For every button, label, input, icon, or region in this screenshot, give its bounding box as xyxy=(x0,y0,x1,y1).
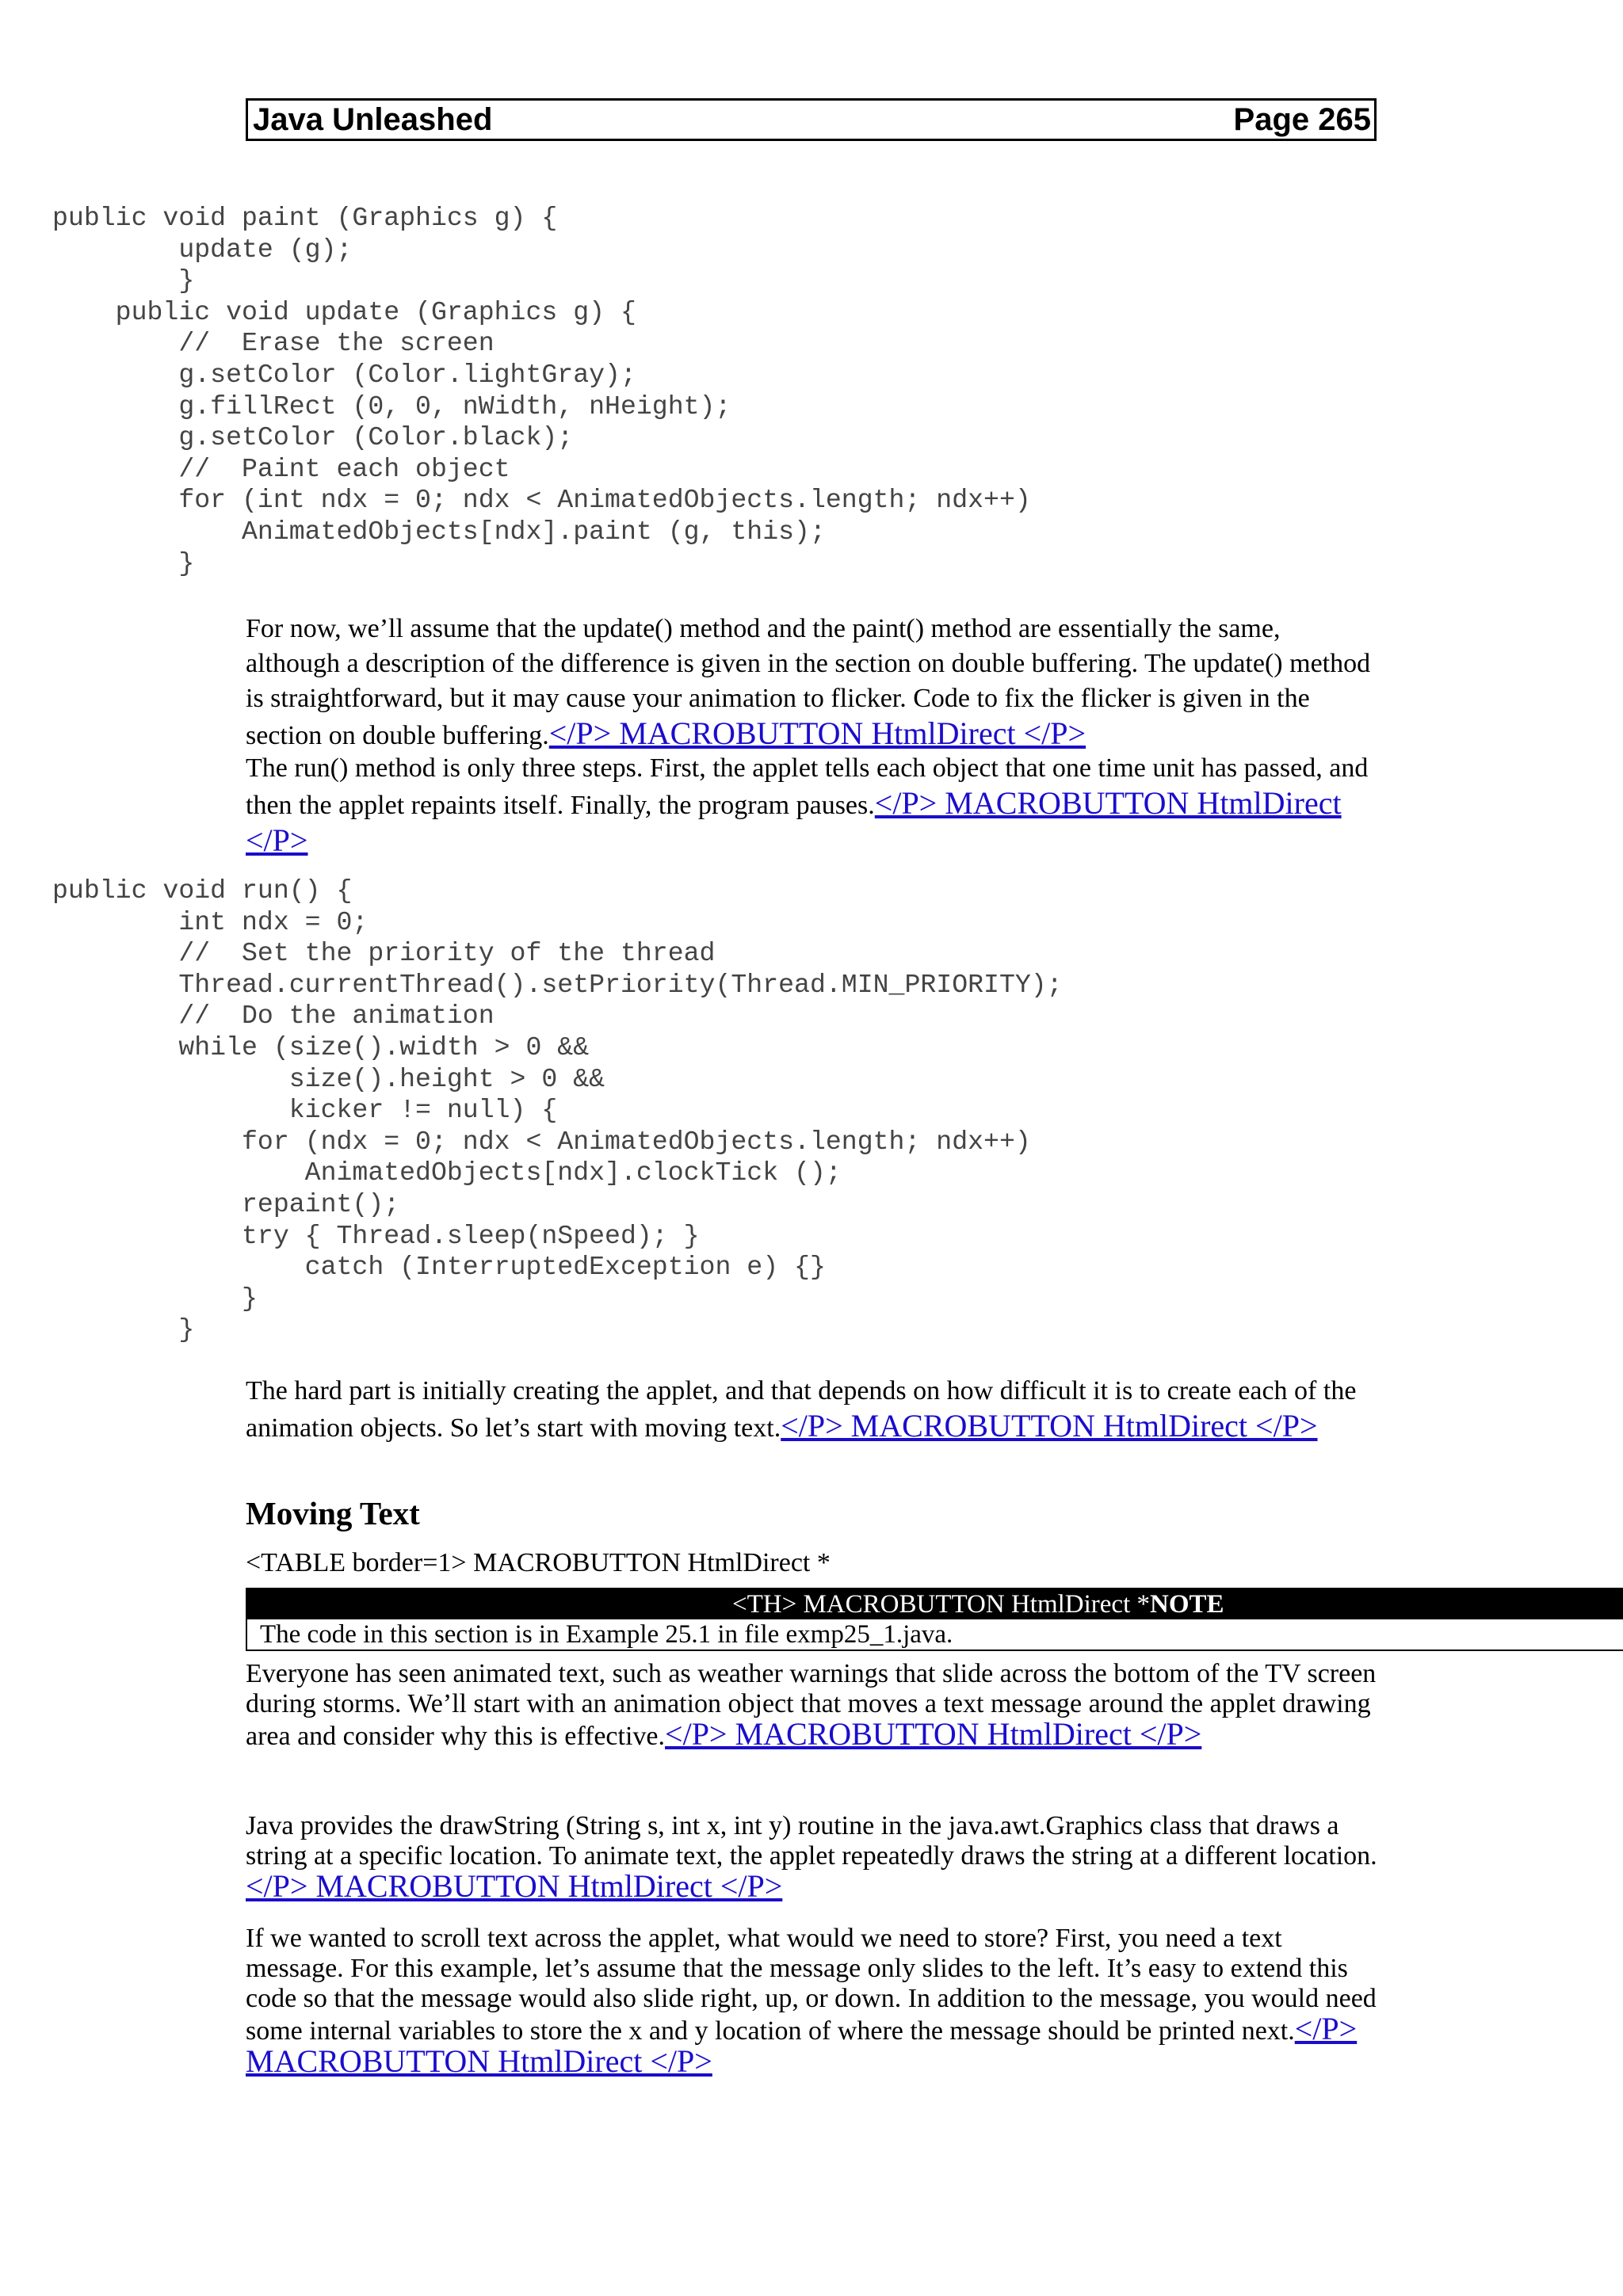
paragraph-text: For now, we’ll assume that the update() method and the paint() method are essentially the same, although a description of the difference is given in the section on double buffering. The update() method is straightforward, but it may cause your animation to flicker. Code to fix the flicker is given in the section on double buffering. xyxy=(246,614,1371,750)
paragraph-animated-text xyxy=(246,1659,1381,1752)
paragraph-run-method xyxy=(246,751,1381,860)
table-markup-line: <TABLE border=1> MACROBUTTON HtmlDirect * xyxy=(246,1548,831,1577)
macrobutton-link[interactable]: </P> MACROBUTTON HtmlDirect </P> xyxy=(781,1408,1318,1444)
note-body: The code in this section is in Example 25.1 in file exmp25_1.java. xyxy=(260,1620,953,1649)
paragraph-text: The run() method is only three steps. First, the applet tells each object that one time unit has passed, and then the applet repaints itself. Finally, the program pauses. xyxy=(246,753,1369,820)
paragraph-text: If we wanted to scroll text across the applet, what would we need to store? First, you need a text message. For this example, let’s assume that the message only slides to the left. It’s easy to extend this code so that the message would also slide right, up, or down. In addition to the message, you would need some internal variables to store the x and y location of where the message should be printed next. xyxy=(246,1924,1377,2046)
note-header xyxy=(247,1589,1623,1619)
paragraph-text: Java provides the drawString (String s, int x, int y) routine in the java.awt.Graphics class that draws a string at a specific location. To animate text, the applet repeatedly draws the string at a different location. xyxy=(246,1811,1377,1871)
code-block-paint-update: public void paint (Graphics g) { update (g); } public void update (Graphics g) { // Erase the screen g.setColor (Color.lightGray); g.fillRect (0, 0, nWidth, nHeight); g.setColor (Color.black); // Paint each object for (int ndx = 0; ndx < AnimatedObjects.length; ndx++) AnimatedObjects[ndx].paint (g, this); } xyxy=(52,203,1031,578)
note-header-label: NOTE xyxy=(1150,1590,1224,1619)
code-block-run: public void run() { int ndx = 0; // Set the priority of the thread Thread.currentThread().setPriority(Thread.MIN_PRIORITY); // Do the animation while (size().width > 0 && size().height > 0 && kicker != null) { for (ndx = 0; ndx < AnimatedObjects.length; ndx++) AnimatedObjects[ndx].clockTick (); repaint(); try { Thread.sleep(nSpeed); } catch (InterruptedException e) {} } } xyxy=(52,875,1063,1345)
macrobutton-link[interactable]: </P> MACROBUTTON HtmlDirect </P> xyxy=(246,2011,1358,2079)
macrobutton-link[interactable]: </P> MACROBUTTON HtmlDirect </P> xyxy=(665,1716,1202,1752)
paragraph-text: The hard part is initially creating the applet, and that depends on how difficult it is to create each of the animation objects. So let’s start with moving text. xyxy=(246,1376,1357,1443)
paragraph-scroll-text xyxy=(246,1924,1381,2079)
note-box xyxy=(246,1588,1623,1651)
section-heading-moving-text: Moving Text xyxy=(246,1495,420,1531)
paragraph-hard-part xyxy=(246,1374,1381,1446)
page-number: Page 265 xyxy=(1233,101,1371,137)
macrobutton-link[interactable]: </P> MACROBUTTON HtmlDirect </P> xyxy=(246,1868,783,1904)
paragraph-drawstring xyxy=(246,1811,1381,1904)
paragraph-text: Everyone has seen animated text, such as weather warnings that slide across the bottom of the TV screen during storms. We’ll start with an animation object that moves a text message around the applet drawing area and consider why this is effective. xyxy=(246,1659,1377,1751)
note-header-prefix: <TH> MACROBUTTON HtmlDirect * xyxy=(732,1590,1151,1619)
macrobutton-link[interactable]: </P> MACROBUTTON HtmlDirect </P> xyxy=(548,715,1086,751)
book-title: Java Unleashed xyxy=(253,101,493,137)
page-header xyxy=(246,98,1377,141)
macrobutton-link[interactable]: </P> MACROBUTTON HtmlDirect </P> xyxy=(246,785,1342,858)
paragraph-update-paint xyxy=(246,612,1381,753)
